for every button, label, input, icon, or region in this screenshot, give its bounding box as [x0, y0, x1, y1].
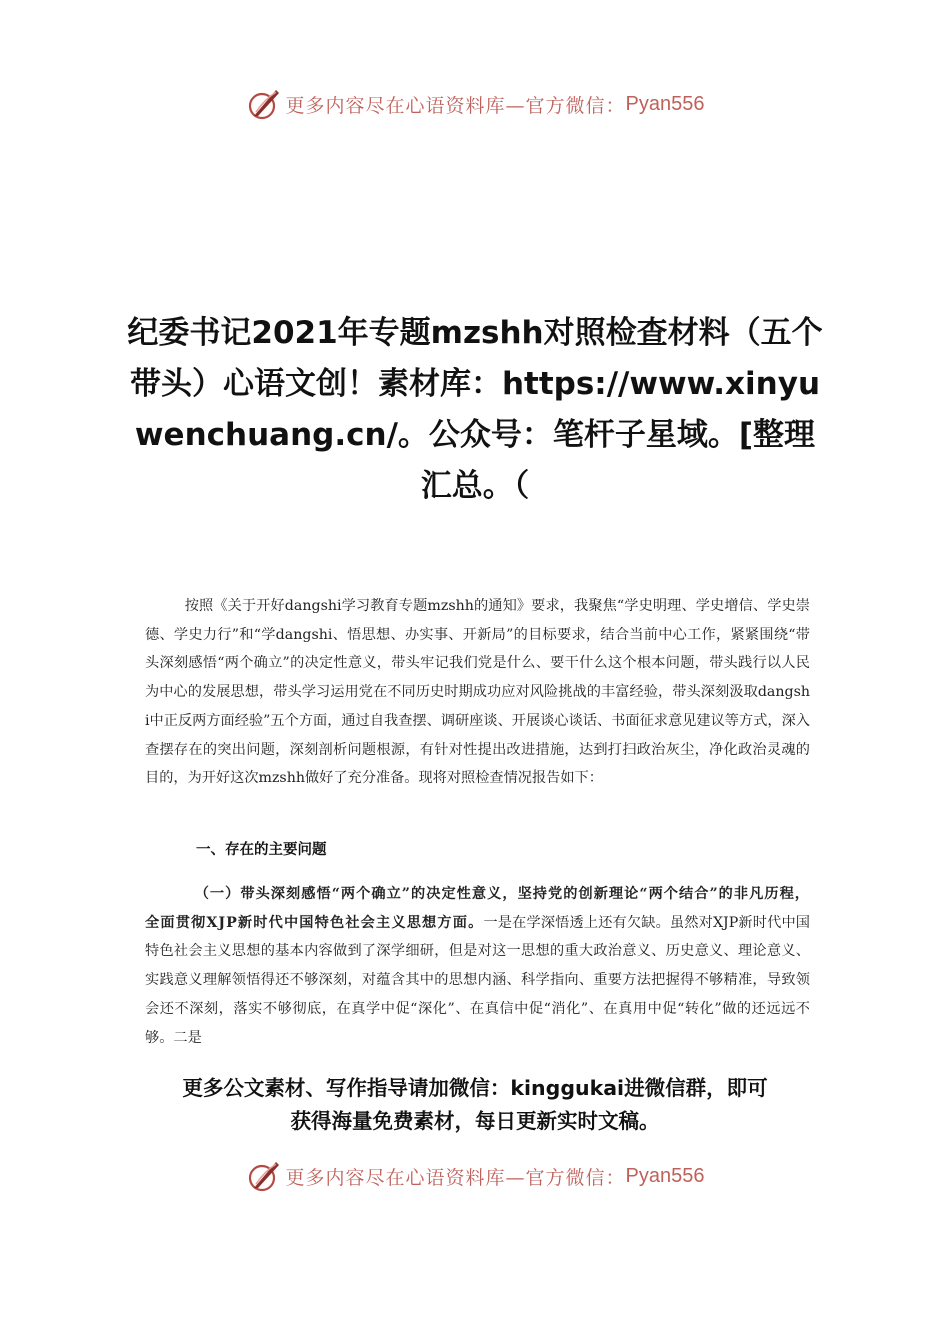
banner-text: 更多内容尽在心语资料库—官方微信： — [285, 94, 626, 117]
wechat-id: Pyan556 — [625, 92, 705, 115]
intro-paragraph: 按照《关于开好dangshi学习教育专题mzshh的通知》要求，我聚焦“学史明理、学史增信、学史崇德、学史力行”和“学dangshi、悟思想、办实事、开新局”的目标要求，结合当前中心工作，紧紧围绕“带头深刻感悟“两个确立”的决定性意义，带头牢记我们党是什么、要干什么这个根本问题，带头践行以人民为中心的发展思想，带头学习运用党在不同历史时期成功应对风险挑战的丰富经验，带头深刻汲取dangshi中正反两方面经验”五个方面，通过自我查摆、调研座谈、开展谈心谈话、书面征求意见建议等方式，深入查摆存在的突出问题，深刻剖析问题根源，有针对性提出改进措施，达到打扫政治灰尘，净化政治灵魂的目的，为开好这次mzshh做好了充分准备。现将对照检查情况报告如下： — [145, 598, 810, 787]
subsection-heading: （一）带头深刻感悟“两个确立”的决定性意义，坚持党的创新理论“两个结合”的非凡历程，全面贯彻XJP新时代中国特色社会主义思想方面。 — [145, 886, 810, 931]
header-banner — [0, 84, 950, 124]
document-title: 纪委书记2021年专题mzshh对照检查材料（五个带头）心语文创！素材库：https://www.xinyuwenchuang.cn/。公众号：笔杆子星域。[整理汇总。（ — [127, 315, 823, 504]
quill-logo-icon — [246, 1158, 282, 1194]
quill-logo-icon — [246, 86, 282, 122]
section-heading: 一、存在的主要问题 — [196, 842, 327, 858]
wechat-id: Pyan556 — [625, 1164, 705, 1187]
promo-line-2: 获得海量免费素材，每日更新实时文稿。 — [290, 1109, 660, 1133]
footer-banner — [0, 1156, 950, 1196]
section-paragraph — [145, 880, 810, 1052]
banner-text: 更多内容尽在心语资料库—官方微信： — [285, 1166, 626, 1189]
paragraph-text: 一是在学深悟透上还有欠缺。虽然对XJP新时代中国特色社会主义思想的基本内容做到了深学细研，但是对这一思想的重大政治意义、历史意义、理论意义、实践意义理解领悟得还不够深刻，对蕴含其中的思想内涵、科学指向、重要方法把握得不够精准，导致领会还不深刻，落实不够彻底，在真学中促“深化”、在真信中促“消化”、在真用中促“转化”做的还远远不够。二是 — [145, 914, 810, 1046]
promo-notice — [140, 1072, 810, 1138]
promo-line-1: 更多公文素材、写作指导请加微信：kinggukai进微信群，即可 — [182, 1076, 768, 1100]
